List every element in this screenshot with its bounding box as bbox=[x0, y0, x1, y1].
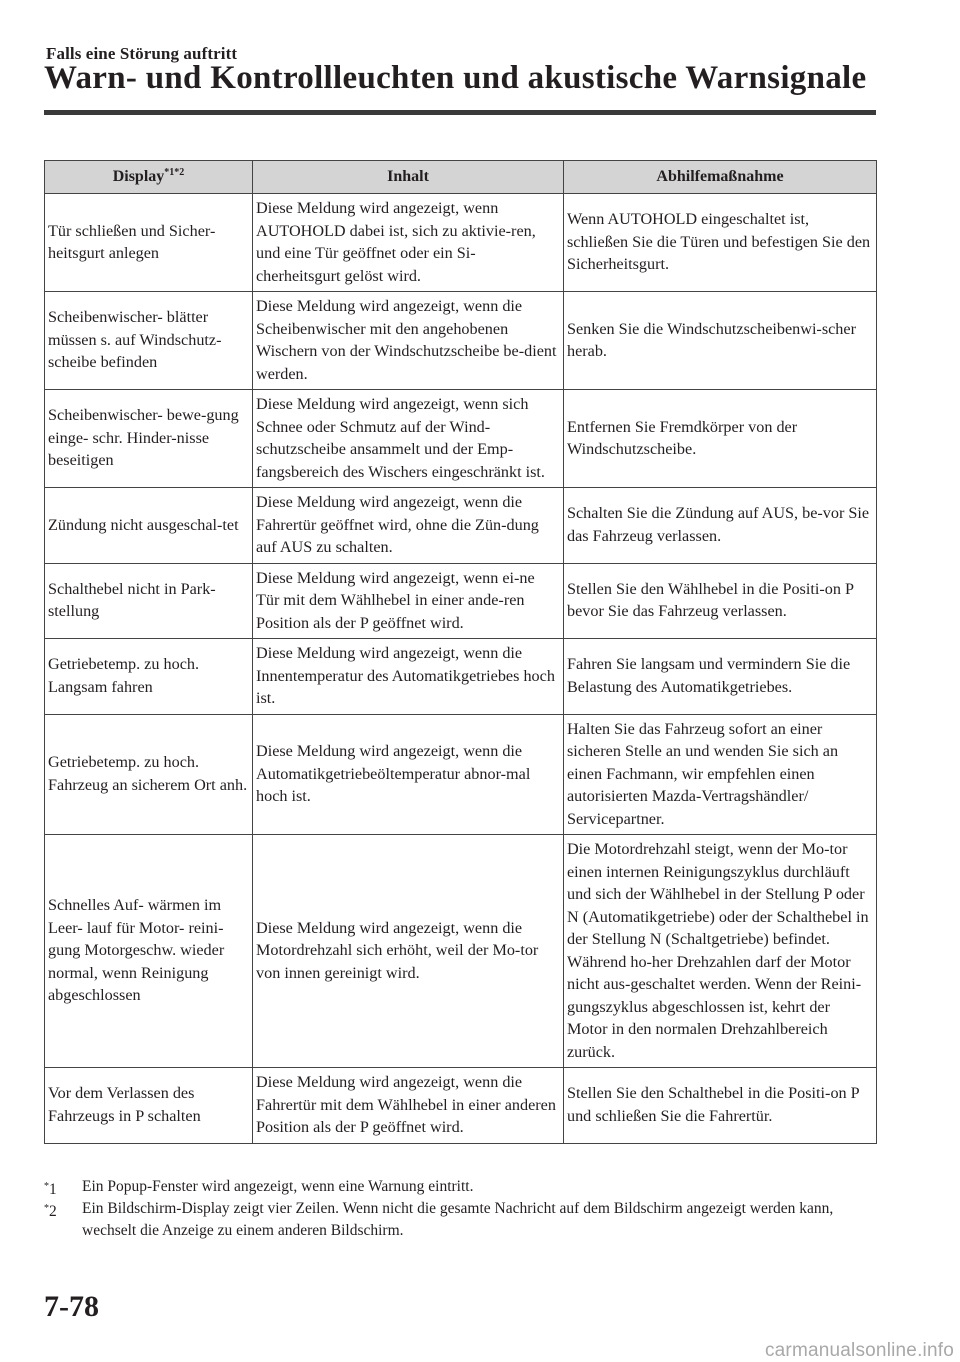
cell-display: Zündung nicht ausgeschal-tet bbox=[45, 488, 253, 564]
cell-inhalt: Diese Meldung wird angezeigt, wenn sich Schnee oder Schmutz auf der Wind-schutzscheibe ansammelt und der Emp-fangsbereich des Wischers eingeschränkt ist. bbox=[253, 390, 564, 488]
cell-action: Schalten Sie die Zündung auf AUS, be-vor Sie das Fahrzeug verlassen. bbox=[563, 488, 876, 564]
cell-action: Entfernen Sie Fremdkörper von der Windschutzscheibe. bbox=[563, 390, 876, 488]
title-rule bbox=[44, 110, 876, 115]
warning-message-table bbox=[44, 160, 877, 1144]
cell-action: Fahren Sie langsam und vermindern Sie die Belastung des Automatikgetriebes. bbox=[563, 639, 876, 715]
cell-inhalt: Diese Meldung wird angezeigt, wenn die Automatikgetriebeöltemperatur abnor-mal hoch ist. bbox=[253, 714, 564, 835]
footnote-1 bbox=[44, 1176, 884, 1198]
header-inhalt: Inhalt bbox=[253, 161, 564, 194]
table-header-row bbox=[45, 161, 877, 194]
table-row bbox=[45, 1068, 877, 1144]
cell-display: Scheibenwischer- blätter müssen s. auf Windschutz-scheibe befinden bbox=[45, 292, 253, 390]
table-row bbox=[45, 639, 877, 715]
section-label: Falls eine Störung auftritt bbox=[46, 44, 238, 63]
table-row bbox=[45, 488, 877, 564]
cell-display: Tür schließen und Sicher-heitsgurt anlegen bbox=[45, 194, 253, 292]
cell-inhalt: Diese Meldung wird angezeigt, wenn die Fahrertür geöffnet wird, ohne die Zün-dung auf AUS zu schalten. bbox=[253, 488, 564, 564]
cell-inhalt: Diese Meldung wird angezeigt, wenn die Motordrehzahl sich erhöht, weil der Mo-tor von innen gereinigt wird. bbox=[253, 835, 564, 1068]
cell-action: Stellen Sie den Wählhebel in die Positi-on P bevor Sie das Fahrzeug verlassen. bbox=[563, 563, 876, 639]
cell-action: Senken Sie die Windschutzscheibenwi-scher herab. bbox=[563, 292, 876, 390]
footnote-marker: *1 bbox=[44, 1181, 57, 1198]
page-number: 7-78 bbox=[44, 1290, 99, 1323]
table-row bbox=[45, 390, 877, 488]
cell-display: Vor dem Verlassen des Fahrzeugs in P schalten bbox=[45, 1068, 253, 1144]
watermark: carmanualsonline.info bbox=[764, 1340, 954, 1361]
cell-action: Halten Sie das Fahrzeug sofort an einer sicheren Stelle an und wenden Sie sich an einen Fachmann, wir empfehlen einen autorisierten Mazda-Vertragshändler/ Servicepartner. bbox=[563, 714, 876, 835]
footnote-text: Ein Popup-Fenster wird angezeigt, wenn eine Warnung eintritt. bbox=[82, 1178, 474, 1195]
cell-inhalt: Diese Meldung wird angezeigt, wenn AUTOHOLD dabei ist, sich zu aktivie-ren, und eine Tür geöffnet oder ein Si-cherheitsgurt gelöst wird. bbox=[253, 194, 564, 292]
cell-action: Wenn AUTOHOLD eingeschaltet ist, schließen Sie die Türen und befestigen Sie den Sicherheitsgurt. bbox=[563, 194, 876, 292]
cell-display: Schnelles Auf- wärmen im Leer- lauf für Motor- reini-gung Motorgeschw. wieder normal, wenn Reinigung abgeschlossen bbox=[45, 835, 253, 1068]
cell-action: Stellen Sie den Schalthebel in die Positi-on P und schließen Sie die Fahrertür. bbox=[563, 1068, 876, 1144]
table-row bbox=[45, 563, 877, 639]
table-row bbox=[45, 835, 877, 1068]
cell-display: Scheibenwischer- bewe-gung einge- schr. Hinder-nisse beseitigen bbox=[45, 390, 253, 488]
cell-display: Schalthebel nicht in Park-stellung bbox=[45, 563, 253, 639]
header-display-footnote: *1*2 bbox=[164, 166, 185, 178]
cell-display: Getriebetemp. zu hoch. Fahrzeug an sicherem Ort anh. bbox=[45, 714, 253, 835]
table-row bbox=[45, 714, 877, 835]
cell-inhalt: Diese Meldung wird angezeigt, wenn die Scheibenwischer mit den angehobenen Wischern von der Windschutzscheibe be-dient werden. bbox=[253, 292, 564, 390]
footnote-marker: *2 bbox=[44, 1203, 57, 1220]
footnotes bbox=[44, 1176, 884, 1242]
header-display: Display$^{*1*2}$ bbox=[45, 161, 253, 194]
cell-inhalt: Diese Meldung wird angezeigt, wenn die Fahrertür mit dem Wählhebel in einer anderen Position als der P geöffnet wird. bbox=[253, 1068, 564, 1144]
cell-inhalt: Diese Meldung wird angezeigt, wenn die Innentemperatur des Automatikgetriebes hoch ist. bbox=[253, 639, 564, 715]
header-abhilfemassnahme: Abhilfemaßnahme bbox=[563, 161, 876, 194]
table-row bbox=[45, 194, 877, 292]
cell-action: Die Motordrehzahl steigt, wenn der Mo-tor einen internen Reinigungszyklus durchläuft und sich der Wählhebel in der Stellung P oder N (Automatikgetriebe) oder der Schalthebel in der Stellung N (Schaltgetriebe) befindet. Während ho-her Drehzahlen darf der Motor nicht aus-geschaltet werden. Wenn der Reini-gungszyklus abgeschlossen ist, kehrt der Motor in den normalen Drehzahlbereich zurück. bbox=[563, 835, 876, 1068]
cell-display: Getriebetemp. zu hoch. Langsam fahren bbox=[45, 639, 253, 715]
footnote-text: Ein Bildschirm-Display zeigt vier Zeilen. Wenn nicht die gesamte Nachricht auf dem Bildschirm angezeigt werden kann, wechselt die Anzeige zu einem anderen Bildschirm. bbox=[82, 1200, 834, 1239]
page-title: Warn- und Kontrollleuchten und akustische Warnsignale bbox=[44, 60, 867, 96]
table-row bbox=[45, 292, 877, 390]
footnote-2 bbox=[44, 1198, 884, 1242]
cell-inhalt: Diese Meldung wird angezeigt, wenn ei-ne Tür mit dem Wählhebel in einer ande-ren Position als der P geöffnet wird. bbox=[253, 563, 564, 639]
